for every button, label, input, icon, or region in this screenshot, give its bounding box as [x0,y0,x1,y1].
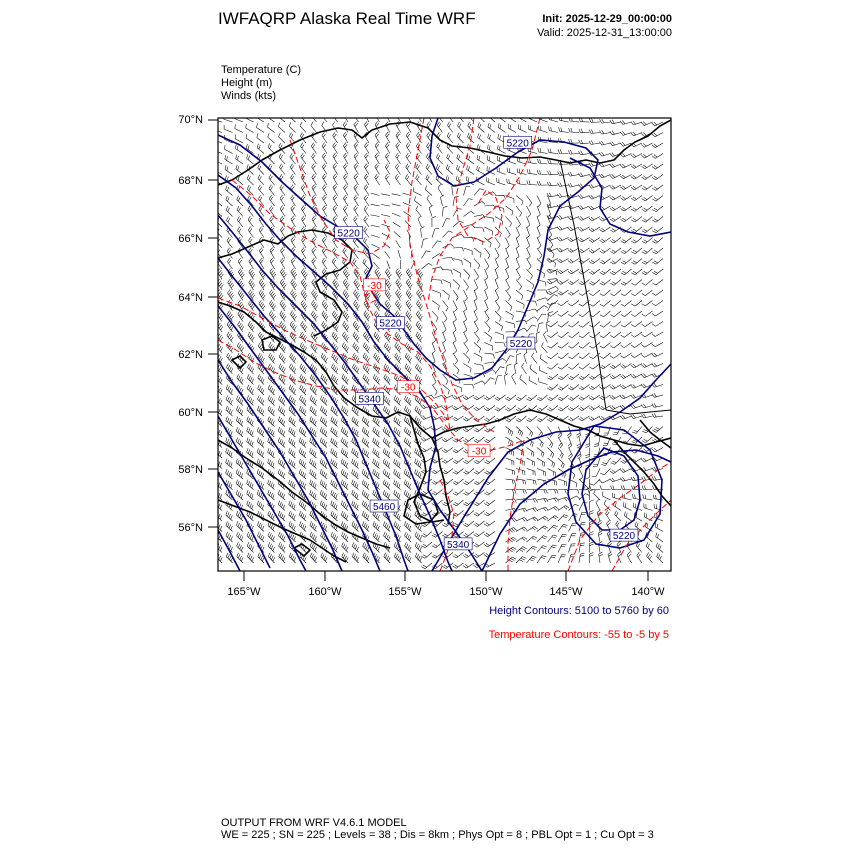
temperature-legend: Temperature Contours: -55 to -5 by 5 [488,629,669,641]
temperature-contour-label: -30 [367,280,382,292]
lon-label: 165°W [227,586,261,598]
field-label-winds: Winds (kts) [221,90,276,102]
field-label-temperature: Temperature (C) [221,64,302,76]
height-contour-label: 5220 [612,531,636,543]
lon-label: 160°W [308,586,342,598]
lat-label: 56°N [178,522,203,534]
map-title: IWFAQRP Alaska Real Time WRF [218,9,476,28]
model-settings: WE = 225 ; SN = 225 ; Levels = 38 ; Dis = 8km ; Phys Opt = 8 ; PBL Opt = 1 ; Cu Opt = 3 [221,829,654,841]
lon-label: 150°W [469,586,503,598]
field-label-height: Height (m) [221,77,273,89]
init-time: Init: 2025-12-29_00:00:00 [542,13,672,25]
lat-label: 60°N [178,407,203,419]
lat-label: 64°N [178,292,203,304]
height-contour-label: 5340 [447,539,470,551]
temperature-contour-label: -30 [471,446,487,458]
height-contour-label: 5220 [506,138,529,150]
height-contour-label: 5220 [337,228,360,240]
height-legend: Height Contours: 5100 to 5760 by 60 [489,605,669,617]
lon-label: 145°W [549,586,583,598]
model-info: OUTPUT FROM WRF V4.6.1 MODEL [221,817,407,829]
height-contours [218,118,671,571]
height-contour-label: 5340 [358,394,381,406]
height-contour-label: 5460 [372,502,396,514]
lon-label: 140°W [631,586,665,598]
lon-label: 155°W [388,586,422,598]
lat-label: 58°N [178,464,203,476]
valid-time: Valid: 2025-12-31_13:00:00 [537,27,672,39]
lat-label: 70°N [178,114,203,126]
lat-label: 68°N [178,175,203,187]
height-contour-label: 5220 [509,339,533,351]
longitude-labels [227,586,665,598]
lat-label: 66°N [178,233,203,245]
temperature-contour-label: -30 [400,382,416,394]
latitude-labels [178,114,203,534]
height-contour-label: 5220 [379,318,402,330]
lat-label: 62°N [178,349,203,361]
